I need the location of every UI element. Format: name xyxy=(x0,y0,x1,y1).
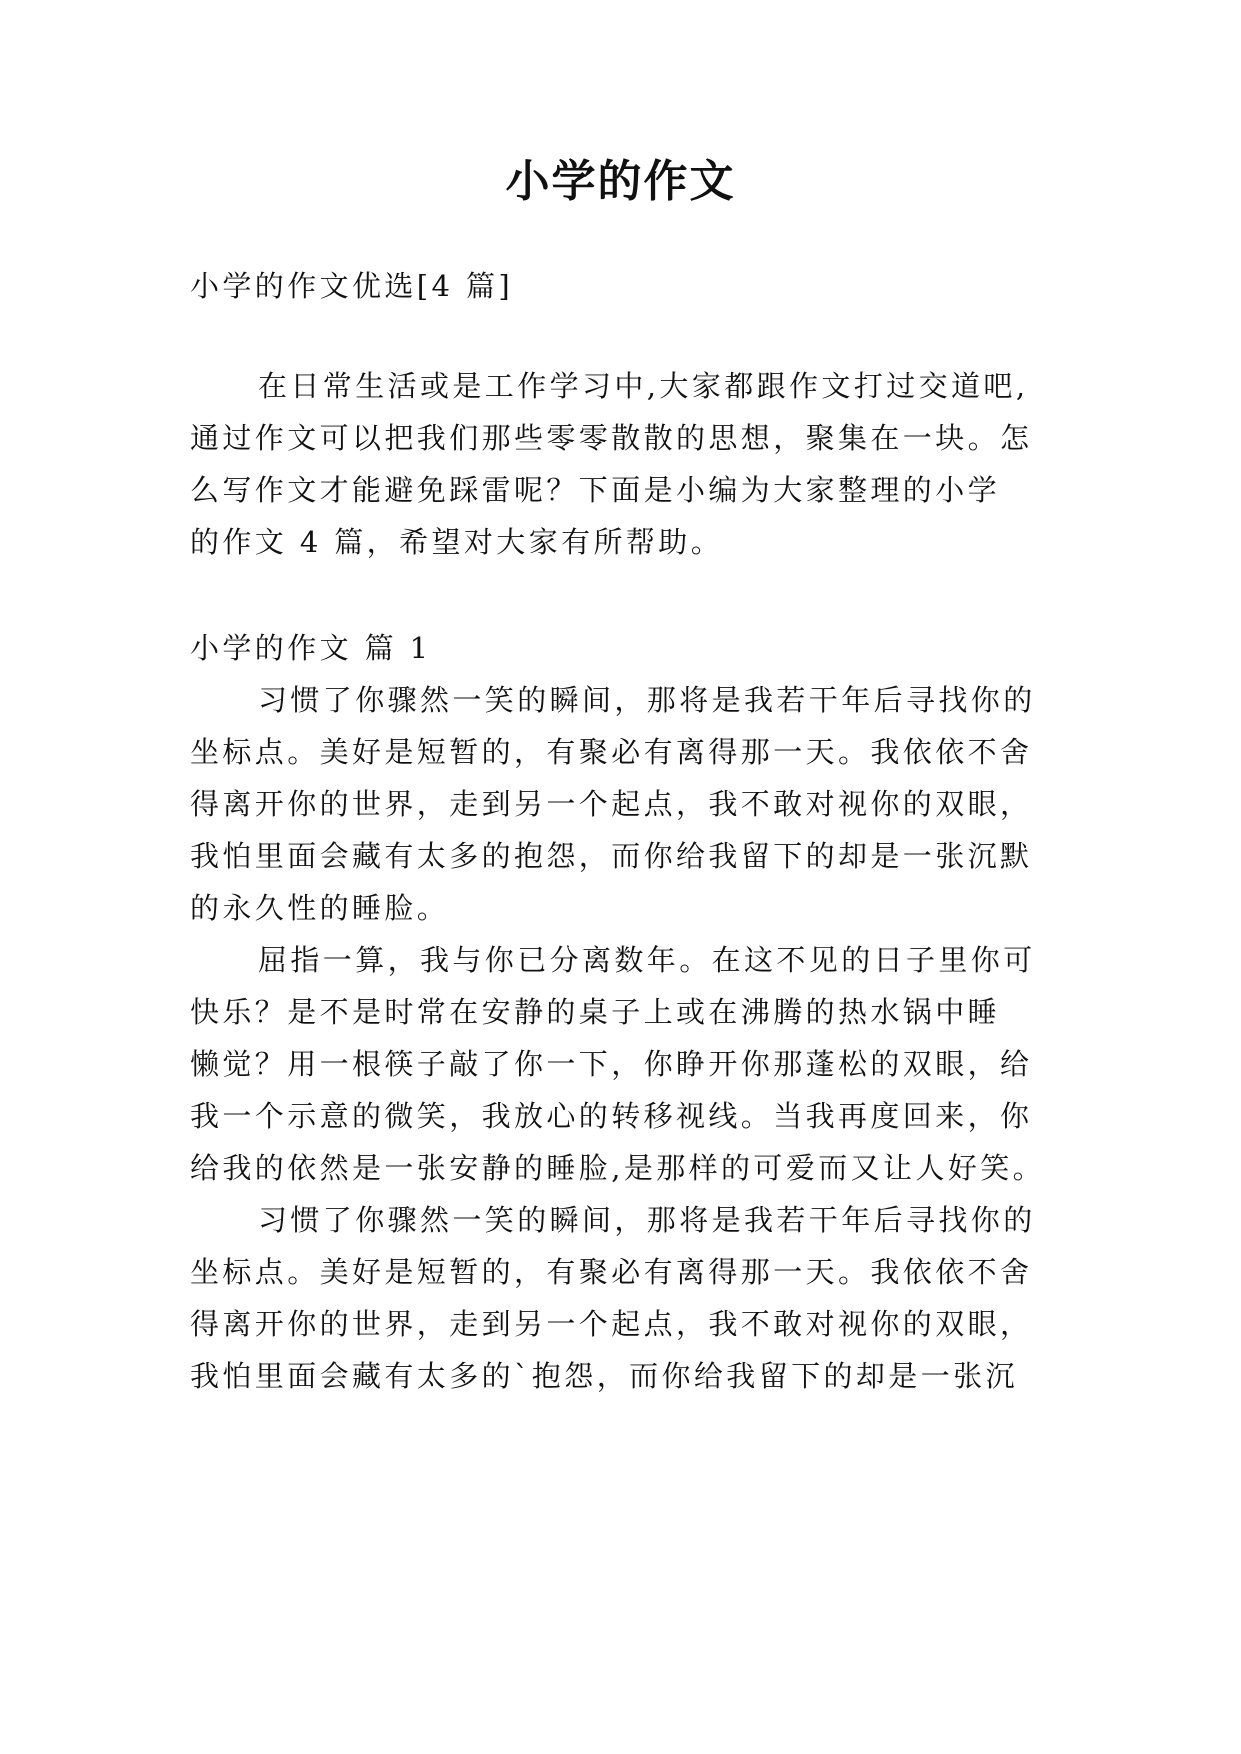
section-heading: 小学的作文 篇 1 xyxy=(190,631,432,665)
intro-line: 的作文 4 篇，希望对大家有所帮助。 xyxy=(190,525,724,559)
paragraph-line: 习惯了你骤然一笑的瞬间，那将是我若干年后寻找你的 xyxy=(258,683,1036,717)
intro-line: 通过作文可以把我们那些零零散散的思想，聚集在一块。怎 xyxy=(190,421,1033,455)
document-title: 小学的作文 xyxy=(505,156,736,207)
paragraph-line: 得离开你的世界，走到另一个起点，我不敢对视你的双眼， xyxy=(190,1307,1033,1341)
intro-line: 在日常生活或是工作学习中,大家都跟作文打过交道吧, xyxy=(258,369,1029,403)
paragraph-line: 快乐？是不是时常在安静的桌子上或在沸腾的热水锅中睡 xyxy=(190,995,1001,1029)
paragraph-line: 我怕里面会藏有太多的`抱怨，而你给我留下的却是一张沉 xyxy=(190,1359,1018,1393)
paragraph-line: 屈指一算，我与你已分离数年。在这不见的日子里你可 xyxy=(258,943,1036,977)
paragraph-line: 我怕里面会藏有太多的抱怨，而你给我留下的却是一张沉默 xyxy=(190,839,1033,873)
intro-line: 么写作文才能避免踩雷呢？下面是小编为大家整理的小学 xyxy=(190,473,1001,507)
document-subtitle: 小学的作文优选[4 篇] xyxy=(190,269,514,303)
paragraph-line: 懒觉？用一根筷子敲了你一下，你睁开你那蓬松的双眼，给 xyxy=(190,1047,1033,1081)
paragraph-line: 坐标点。美好是短暂的，有聚必有离得那一天。我依依不舍 xyxy=(190,1255,1033,1289)
paragraph-line: 的永久性的睡脸。 xyxy=(190,891,450,925)
paragraph-line: 得离开你的世界，走到另一个起点，我不敢对视你的双眼， xyxy=(190,787,1033,821)
paragraph-line: 习惯了你骤然一笑的瞬间，那将是我若干年后寻找你的 xyxy=(258,1203,1036,1237)
paragraph-line: 我一个示意的微笑，我放心的转移视线。当我再度回来，你 xyxy=(190,1099,1033,1133)
paragraph-line: 坐标点。美好是短暂的，有聚必有离得那一天。我依依不舍 xyxy=(190,735,1033,769)
paragraph-line: 给我的依然是一张安静的睡脸,是那样的可爱而又让人好笑。 xyxy=(190,1151,1046,1185)
